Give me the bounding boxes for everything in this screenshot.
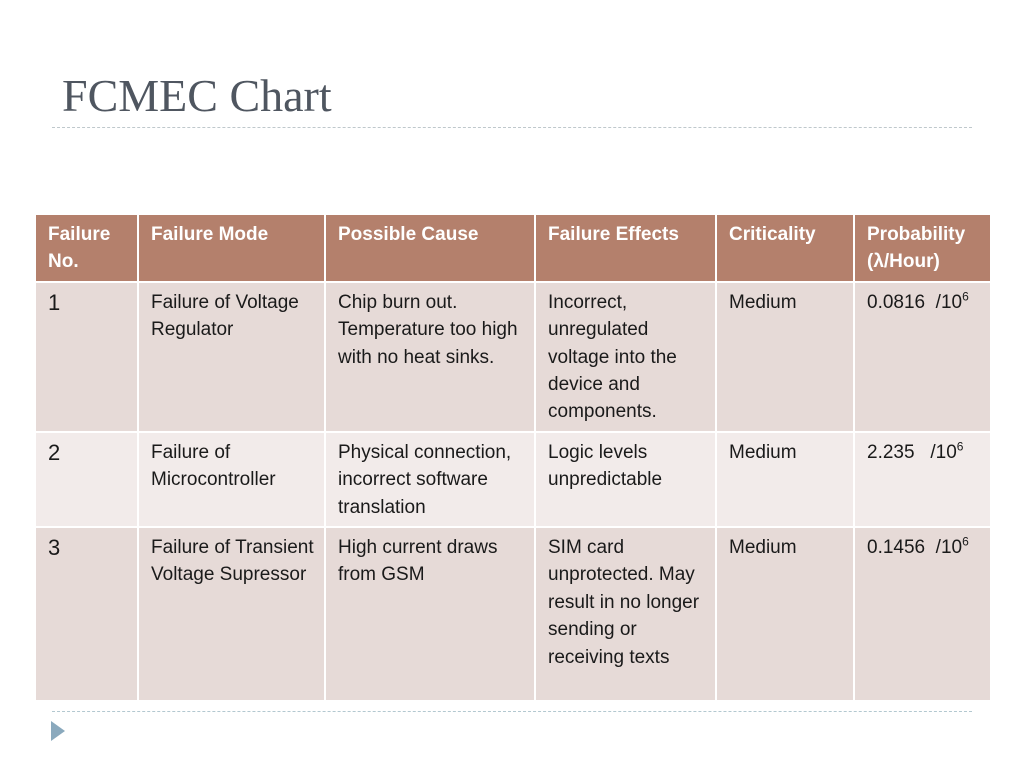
probability-value: 0.0816 /10 — [867, 291, 963, 313]
criticality-cell: Medium — [716, 282, 854, 432]
probability-cell — [854, 432, 991, 527]
failure-effects-cell: Incorrect, unregulated voltage into the device and components. — [535, 282, 716, 432]
failure-effects-cell: SIM card unprotected. May result in no longer sending or receiving texts — [535, 527, 716, 701]
failure-mode-cell: Failure of Microcontroller — [138, 432, 325, 527]
failure-mode-cell: Failure of Transient Voltage Supressor — [138, 527, 325, 701]
criticality-cell: Medium — [716, 527, 854, 701]
header-failure-effects: Failure Effects — [535, 214, 716, 282]
header-possible-cause: Possible Cause — [325, 214, 535, 282]
probability-exponent: 6 — [962, 534, 969, 549]
possible-cause-cell: High current draws from GSM — [325, 527, 535, 701]
probability-cell — [854, 282, 991, 432]
table-row — [35, 432, 991, 527]
header-failure-no: Failure No. — [35, 214, 138, 282]
failure-no-cell: 2 — [35, 432, 138, 527]
failure-no-cell: 1 — [35, 282, 138, 432]
probability-value: 2.235 /10 — [867, 441, 957, 463]
possible-cause-cell: Physical connection, incorrect software translation — [325, 432, 535, 527]
failure-no-cell: 3 — [35, 527, 138, 701]
title-divider — [52, 127, 972, 128]
triangle-bullet-icon — [51, 721, 65, 741]
table-row — [35, 282, 991, 432]
table-header-row — [35, 214, 991, 282]
probability-exponent: 6 — [962, 289, 969, 304]
slide-title: FCMEC Chart — [62, 70, 332, 121]
table-row — [35, 527, 991, 701]
failure-effects-cell: Logic levels unpredictable — [535, 432, 716, 527]
footer-divider — [52, 711, 972, 712]
possible-cause-cell: Chip burn out. Temperature too high with no heat sinks. — [325, 282, 535, 432]
failure-mode-cell: Failure of Voltage Regulator — [138, 282, 325, 432]
header-probability: Probability (λ/Hour) — [854, 214, 991, 282]
probability-value: 0.1456 /10 — [867, 537, 963, 559]
criticality-cell: Medium — [716, 432, 854, 527]
header-criticality: Criticality — [716, 214, 854, 282]
header-failure-mode: Failure Mode — [138, 214, 325, 282]
fcmec-table — [34, 213, 992, 702]
probability-cell — [854, 527, 991, 701]
probability-exponent: 6 — [956, 439, 964, 454]
